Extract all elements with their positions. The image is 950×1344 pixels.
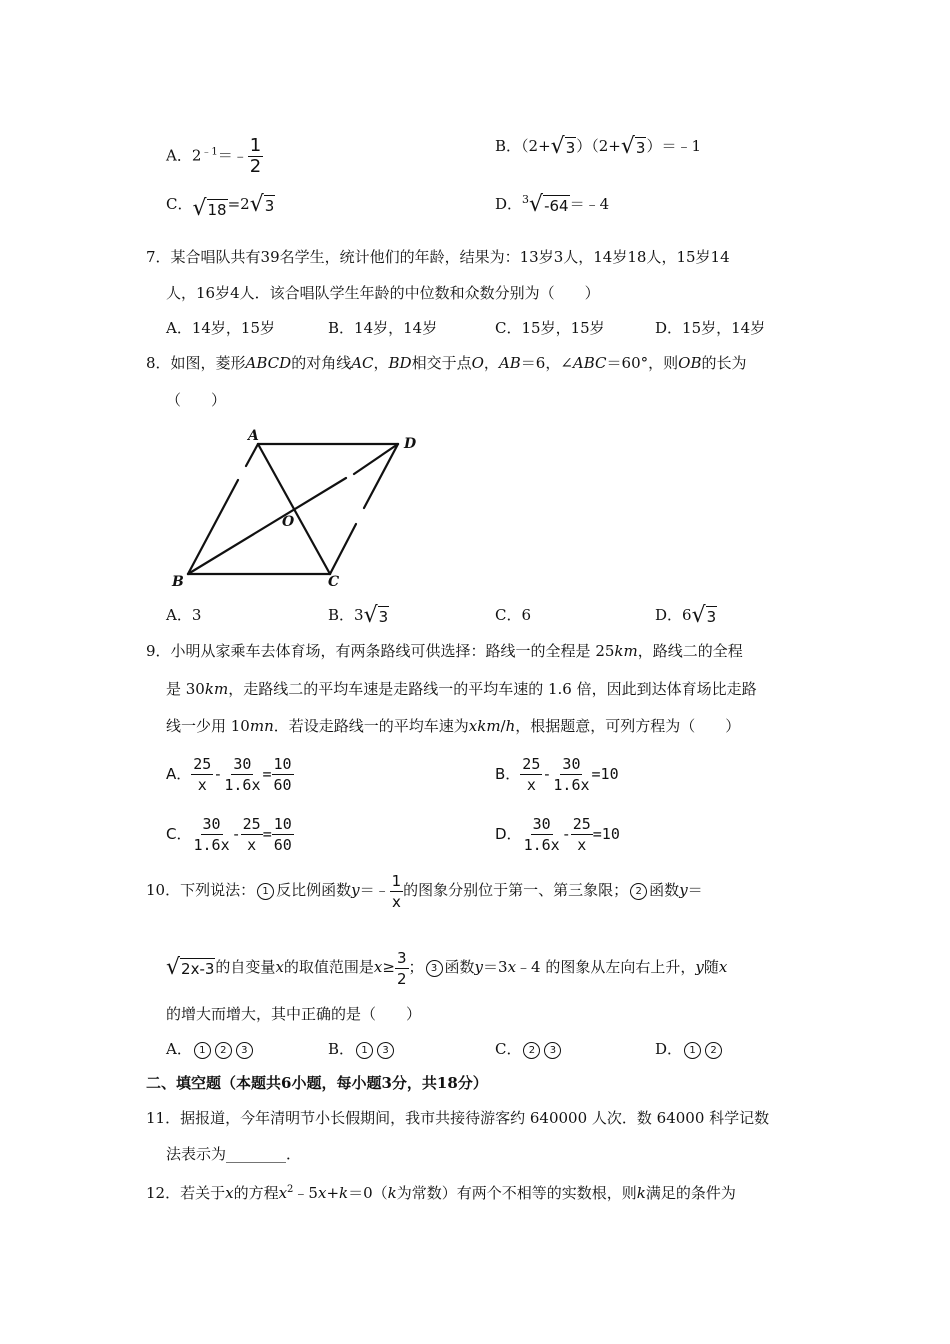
q7-stem-line2: 人，16岁4人．该合唱队学生年龄的中位数和众数分别为（ ） [166,284,600,302]
q7-option-c: C．15岁，15岁 [495,319,605,337]
q7-option-b: B．14岁，14岁 [328,319,438,337]
q8-option-d: D．6 √ 3 [655,603,717,628]
q7-option-a: A．14岁，15岁 [166,319,276,337]
q9-stem-line3: 线一少用 10mn．若设走路线一的平均车速为xkm/h，根据题意，可列方程为（ ） [166,717,741,735]
q8-stem-line2: （ ） [166,391,227,409]
vertex-c-label: C [328,574,340,590]
q6-option-c: C． √ 18 =2 √ 3 [166,192,275,221]
q12-stem-line1: 12．若关于x的方程$x^2﹣5x+k=0(k$为常数）有两个不相等的实数根，则k满足的条件为 [146,1184,736,1202]
q8-option-c: C．6 [495,606,532,624]
q9-option-c: C． $\frac{30}{1.6x}$ - $\frac{25}{x}$ = $\frac{10}{60}$ [166,815,292,854]
rhombus-figure [170,424,420,594]
q10-option-b: B． 1 3 [328,1039,396,1059]
q9-option-b: B． $\frac{25}{x}$ - $\frac{30}{1.6x}$ =10 [495,755,619,794]
vertex-a-label: A [248,428,259,444]
q11-stem-line1: 11．据报道，今年清明节小长假期间，我市共接待游客约 640000 人次．数 64000 科学记数 [146,1109,770,1127]
q10-option-a: A． 1 2 3 [166,1039,255,1059]
center-o-label: O [282,514,295,530]
q9-stem-line1: 9．小明从家乘车去体育场，有两条路线可供选择：路线一的全程是 25km，路线二的全程 [146,642,743,660]
q11-stem-line2: 法表示为________． [166,1145,302,1163]
side-cd-upper [364,444,398,508]
q6-option-b: B．（2+ √ 3 ）（2+ √ 3 ）＝﹣1 [495,134,701,159]
q6-option-a: A．$2^{﹣1}=﹣$ $\frac{1}{2}$ [166,135,262,177]
q9-stem-line2: 是 30km，走路线二的平均车速是走路线一的平均车速的 1.6 倍，因此到达体育场比走路 [166,680,757,698]
q10-option-d: D． 1 2 [655,1039,724,1059]
q9-option-a: A． $\frac{25}{x}$ - $\frac{30}{1.6x}$ = $\frac{10}{60}$ [166,755,292,794]
side-ab-upper [246,444,258,466]
vertex-b-label: B [172,574,184,590]
q10-stem-line2: √ 2x-3 的自变量x的取值范围是x≥ $\frac{3}{2}$ ； 3 函数y＝3x﹣4 的图象从左向右上升，y随x [166,948,728,988]
side-cd-lower [330,524,356,574]
q8-option-a: A．3 [166,606,202,624]
vertex-d-label: D [404,436,417,452]
q7-option-d: D．15岁，14岁 [655,319,766,337]
q8-stem-line1: 8．如图，菱形ABCD的对角线AC，BD相交于点O，AB＝6，∠ABC＝60°，则OB的长为 [146,354,747,372]
q10-stem-line3: 的增大而增大，其中正确的是（ ） [166,1005,422,1023]
diagonal-bd-upper [354,444,398,474]
q9-option-d: D． $\frac{30}{1.6x}$ - $\frac{25}{x}$ =10 [495,815,620,854]
q8-option-b: B．3 √ 3 [328,603,389,628]
q10-stem-line1: 10．下列说法： 1 反比例函数y＝﹣ $\frac{1}{x}$ 的图象分别位于第一、第三象限； 2 函数y＝ [146,871,703,911]
q6-option-d: D．$^3$ √ -64 ＝﹣4 [495,192,610,217]
q7-stem-line1: 7．某合唱队共有39名学生，统计他们的年龄，结果为：13岁3人，14岁18人，15岁14 [146,248,730,266]
q10-option-c: C． 2 3 [495,1039,563,1059]
section-heading: 二、填空题（本题共6小题，每小题3分，共18分） [146,1074,488,1092]
